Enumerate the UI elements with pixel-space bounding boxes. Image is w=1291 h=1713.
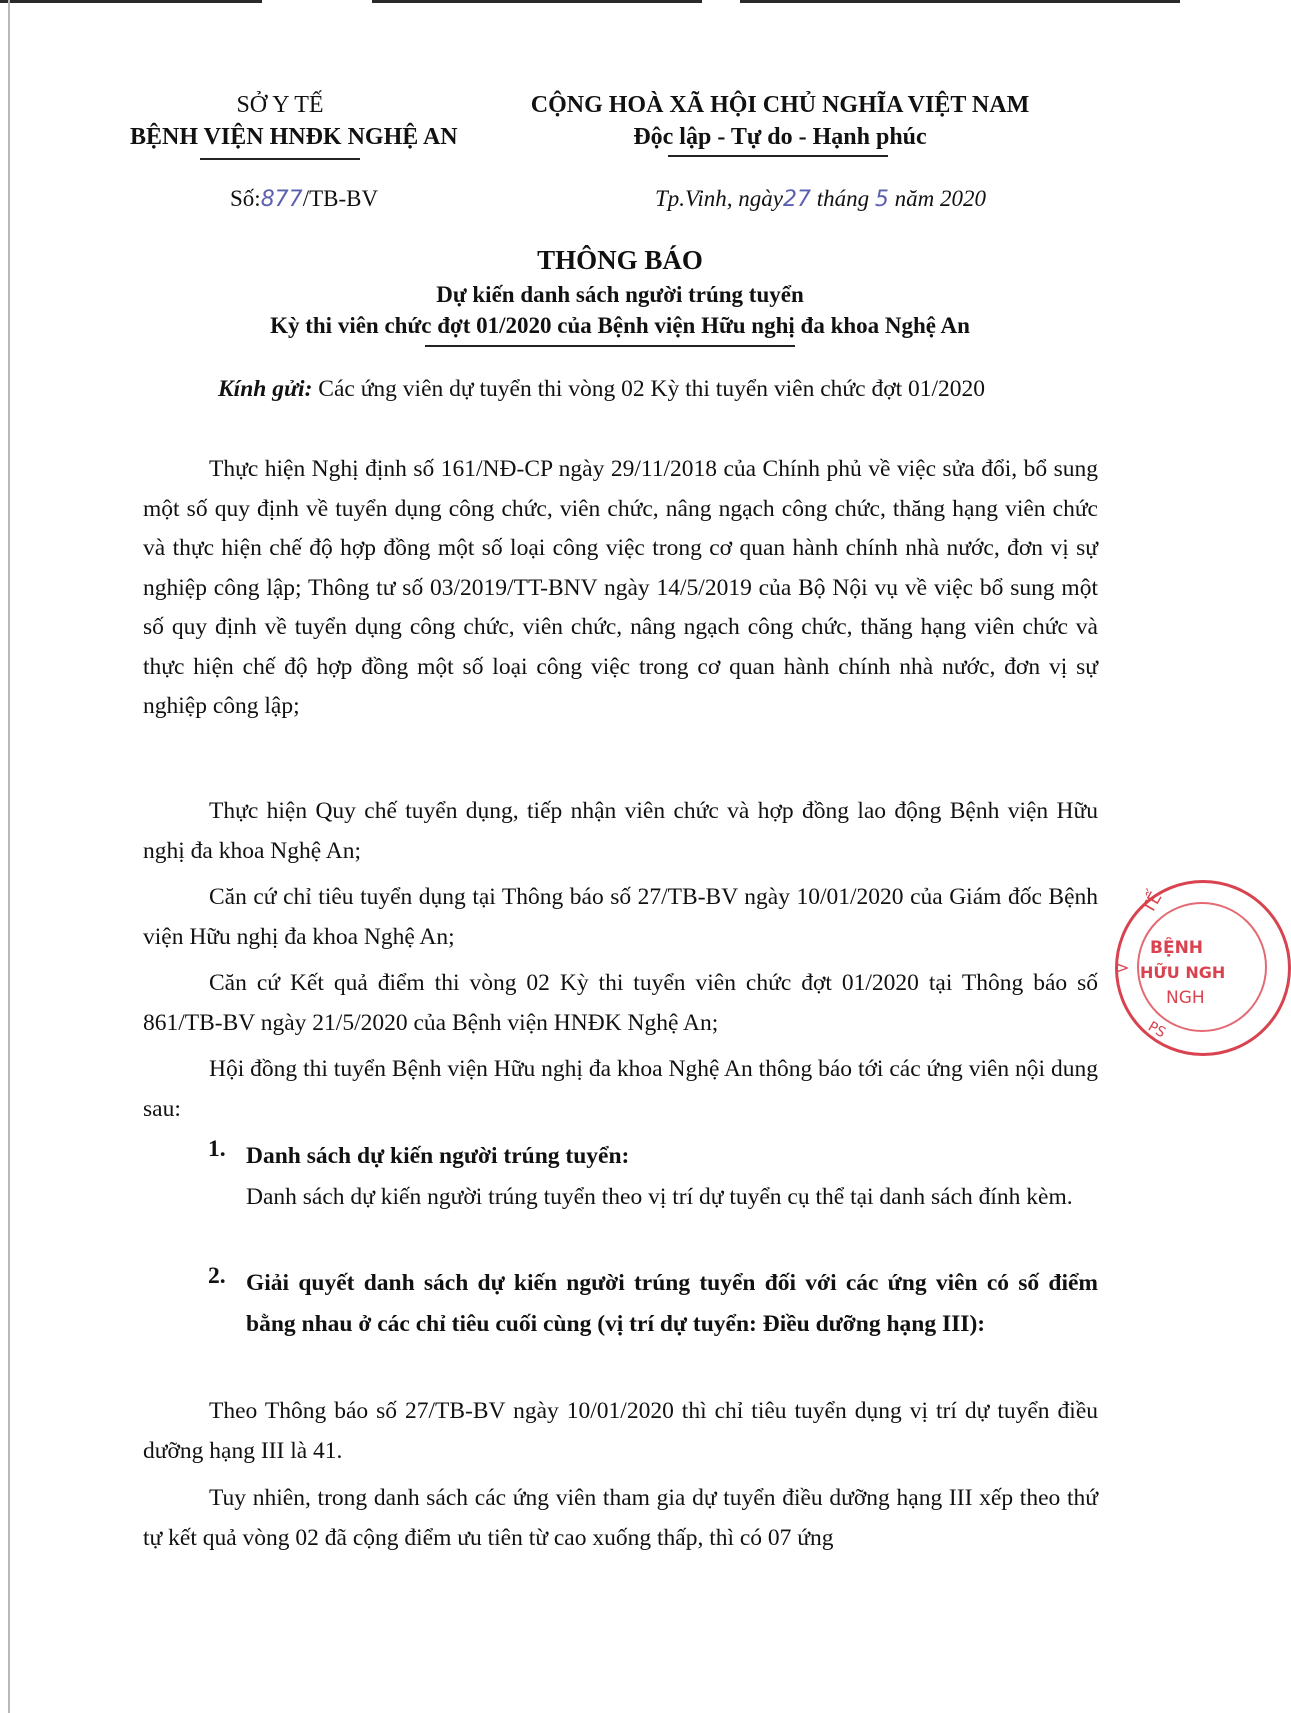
motto: Độc lập - Tự do - Hạnh phúc [633,124,927,150]
stamp-text-line-1: BỆNH [1150,938,1204,958]
subtitle-line-2: Kỳ thi viên chức đợt 01/2020 của Bệnh viện Hữu nghị đa khoa Nghệ An [270,313,970,338]
scan-edge-mark [0,0,262,3]
recipient-text: Các ứng viên dự tuyển thi vòng 02 Kỳ thi tuyển viên chức đợt 01/2020 [312,376,986,402]
list-heading-1: Danh sách dự kiến người trúng tuyển: [246,1143,630,1169]
stamp-mark: PS [1145,1018,1169,1042]
stamp-text-line-2: HỮU NGH [1140,963,1226,982]
recipient-label: Kính gửi: [218,376,313,402]
recipient-line [218,376,985,403]
stamp-text-line-3: NGH [1166,988,1205,1008]
scan-edge-mark [740,0,1180,3]
motto-underline [668,155,888,157]
list-number-2: 2. [208,1263,226,1289]
ministry-name: SỞ Y TẾ [236,92,324,118]
handwritten-day: 27 [782,187,811,212]
subtitle-underline [425,345,795,347]
paragraph-announcement-intro: Hội đồng thi tuyển Bệnh viện Hữu nghị đa khoa Nghệ An thông báo tới các ứng viên nội dung sau: [143,1056,1098,1122]
stamp-arrow-icon: > [1116,958,1130,977]
country-name: CỘNG HOÀ XÃ HỘI CHỦ NGHĨA VIỆT NAM [530,92,1030,118]
date-line: Tp.Vinh, ngày27 tháng 5 năm 2020 [655,186,986,212]
paragraph-legal-basis-2: Thực hiện Quy chế tuyển dụng, tiếp nhận viên chức và hợp đồng lao động Bệnh viện Hữu nghị đa khoa Nghệ An; [143,798,1098,864]
hospital-name: BỆNH VIỆN HNĐK NGHỆ AN [130,124,458,150]
scan-edge-mark [372,0,702,3]
paragraph-legal-basis-1: Thực hiện Nghị định số 161/NĐ-CP ngày 29/11/2018 của Chính phủ về việc sửa đổi, bổ sung một số quy định về tuyển dụng công chức, viên chức, nâng ngạch công chức, thăng hạng viên chức và thực hiện chế độ hợp đồng một số loại công việc trong cơ quan hành chính nhà nước, đơn vị sự nghiệp công lập; Thông tư số 03/2019/TT-BNV ngày 14/5/2019 của Bộ Nội vụ về việc bổ sung một số quy định về tuyển dụng công chức, viên chức, nâng ngạch công chức, thăng hạng viên chức và thực hiện chế độ hợp đồng một số loại công việc trong cơ quan hành chính nhà nước, đơn vị sự nghiệp công lập; [143,456,1098,719]
document-title: THÔNG BÁO [537,245,703,275]
paragraph-legal-basis-4: Căn cứ Kết quả điểm thi vòng 02 Kỳ thi tuyển viên chức đợt 01/2020 tại Thông báo số 861/TB-BV ngày 21/5/2020 của Bệnh viện HNĐK Nghệ An; [143,970,1098,1036]
paragraph-tie-candidates: Tuy nhiên, trong danh sách các ứng viên tham gia dự tuyển điều dưỡng hạng III xếp theo thứ tự kết quả vòng 02 đã cộng điểm ưu tiên từ cao xuống thấp, thì có 07 ứng [143,1485,1098,1551]
list-number-1: 1. [208,1136,226,1162]
paragraph-legal-basis-3: Căn cứ chỉ tiêu tuyển dụng tại Thông báo số 27/TB-BV ngày 10/01/2020 của Giám đốc Bệnh viện Hữu nghị đa khoa Nghệ An; [143,884,1098,950]
list-heading-2: Giải quyết danh sách dự kiến người trúng tuyển đối với các ứng viên có số điểm bằng nhau ở các chỉ tiêu cuối cùng (vị trí dự tuyển: Điều dưỡng hạng III): [246,1270,1098,1337]
stamp-text-top: TẾ [1138,888,1167,918]
list-body-1: Danh sách dự kiến người trúng tuyển theo vị trí dự tuyển cụ thể tại danh sách đính kèm. [246,1184,1073,1210]
subtitle-line-1: Dự kiến danh sách người trúng tuyển [436,282,804,307]
handwritten-number: 877 [260,187,303,212]
paragraph-quota: Theo Thông báo số 27/TB-BV ngày 10/01/2020 thì chỉ tiêu tuyển dụng vị trí dự tuyển điều dưỡng hạng III là 41. [143,1398,1098,1464]
handwritten-month: 5 [874,187,889,212]
hospital-underline [200,158,360,160]
document-number: Số:877/TB-BV [230,186,379,212]
